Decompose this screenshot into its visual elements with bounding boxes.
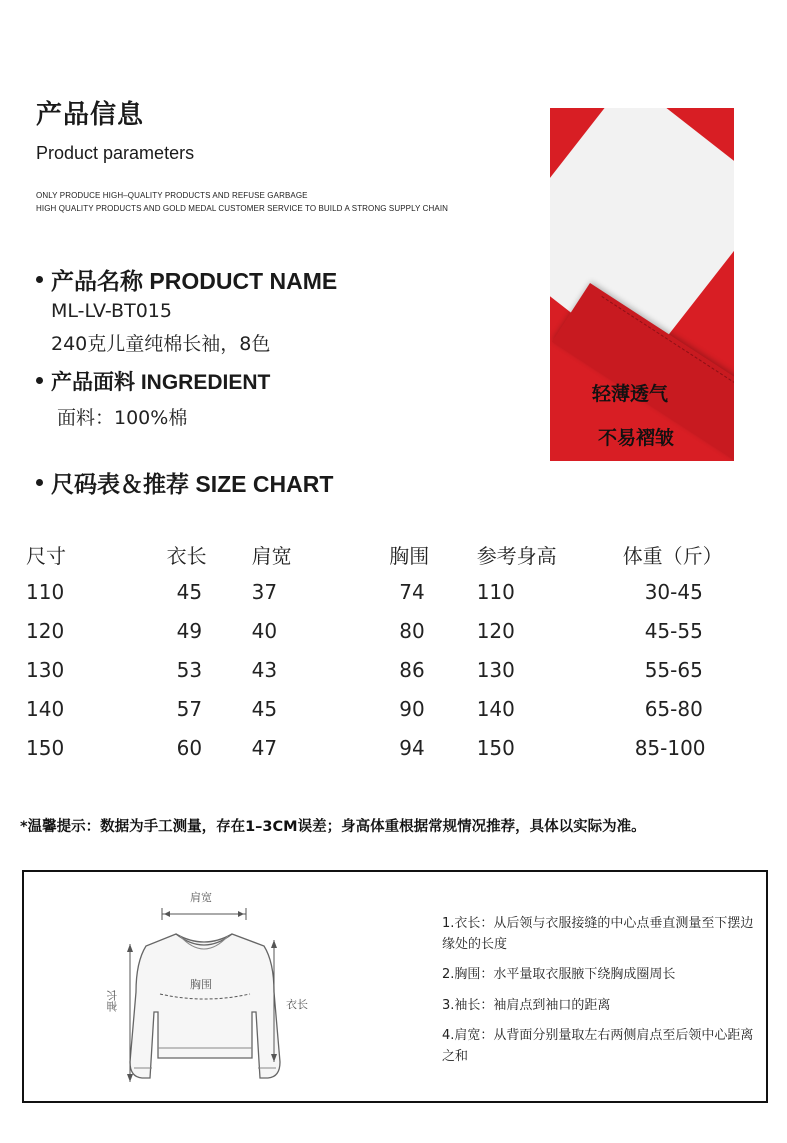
table-cell: 80 (399, 618, 425, 643)
page-title: 产品信息 (36, 100, 145, 130)
table-cell: 150 (476, 735, 515, 760)
length-label: 衣长 (286, 998, 308, 1011)
table-cell: 140 (26, 696, 65, 721)
table-cell: 110 (26, 579, 65, 604)
table-cell: 120 (26, 618, 65, 643)
table-cell: 130 (476, 657, 515, 682)
size-chart-heading (36, 466, 333, 499)
product-name-heading-text: 产品名称 PRODUCT NAME (51, 268, 338, 294)
table-cell: 94 (399, 735, 425, 760)
sweater-illustration (24, 872, 354, 1101)
product-photo (550, 108, 734, 461)
bullet-icon (36, 479, 43, 486)
table-cell: 45 (176, 579, 203, 604)
table-cell: 85-100 (634, 735, 706, 760)
table-cell: 86 (399, 657, 425, 682)
table-row (26, 611, 776, 650)
table-row (26, 728, 776, 767)
table-cell: 45-55 (644, 618, 703, 643)
table-cell: 30-45 (644, 579, 703, 604)
measurement-tip: *温馨提示：数据为手工测量，存在1–3CM误差；身高体重根据常规情况推荐，具体以实际为准。 (20, 819, 646, 835)
ingredient-value: 面料：100%棉 (57, 407, 188, 429)
col-size: 尺寸 (26, 543, 66, 568)
bullet-icon (36, 377, 43, 384)
product-description: 240克儿童纯棉长袖，8色 (51, 333, 271, 355)
table-cell: 40 (251, 618, 278, 643)
table-cell: 57 (176, 696, 203, 721)
note-length: 1.衣长：从后领与衣服接缝的中心点垂直测量至下摆边缘处的长度 (442, 916, 754, 952)
table-cell: 49 (176, 618, 203, 643)
page-subtitle: Product parameters (36, 143, 195, 163)
product-name-heading (36, 263, 337, 296)
table-row (26, 650, 776, 689)
table-cell: 37 (251, 579, 278, 604)
col-length: 衣长 (166, 543, 207, 568)
note-shoulder: 4.肩宽：从背面分别量取左右两侧肩点至后领中心距离之和 (442, 1028, 754, 1064)
col-weight: 体重（斤） (622, 543, 723, 568)
ingredient-heading-text: 产品面料 INGREDIENT (51, 371, 271, 394)
photo-caption-1: 轻薄透气 (592, 383, 669, 405)
table-cell: 53 (176, 657, 203, 682)
slogan-line-2: HIGH QUALITY PRODUCTS AND GOLD MEDAL CUSTOMER SERVICE TO BUILD A STRONG SUPPLY CHAIN (36, 204, 449, 213)
table-header-row (26, 536, 776, 572)
table-cell: 120 (476, 618, 515, 643)
shoulder-label: 肩宽 (190, 891, 212, 904)
size-table (26, 536, 776, 767)
bullet-icon (36, 276, 43, 283)
sweater-outline (130, 934, 280, 1078)
table-cell: 60 (176, 735, 203, 760)
table-cell: 45 (251, 696, 278, 721)
table-cell: 110 (476, 579, 515, 604)
table-cell: 74 (399, 579, 425, 604)
table-cell: 47 (251, 735, 278, 760)
table-row (26, 689, 776, 728)
table-cell: 140 (476, 696, 515, 721)
table-cell: 150 (26, 735, 65, 760)
col-shoulder: 肩宽 (251, 543, 292, 568)
table-cell: 43 (251, 657, 278, 682)
note-chest: 2.胸围：水平量取衣服腋下绕胸成圈周长 (442, 967, 676, 982)
table-cell: 55-65 (644, 657, 703, 682)
product-code: ML-LV-BT015 (51, 300, 172, 322)
table-cell: 90 (399, 696, 425, 721)
col-height: 参考身高 (476, 543, 557, 568)
table-row (26, 572, 776, 611)
measurement-diagram (22, 870, 768, 1103)
sleeve-label: 袖长 (106, 990, 119, 1012)
table-cell: 65-80 (644, 696, 703, 721)
col-chest: 胸围 (389, 543, 430, 568)
slogan-line-1: ONLY PRODUCE HIGH–QUALITY PRODUCTS AND REFUSE GARBAGE (36, 191, 308, 200)
note-sleeve: 3.袖长：袖肩点到袖口的距离 (442, 998, 611, 1013)
table-cell: 130 (26, 657, 65, 682)
size-chart-heading-text: 尺码表＆推荐 SIZE CHART (51, 471, 334, 497)
photo-caption-2: 不易褶皱 (598, 427, 675, 449)
chest-label: 胸围 (190, 978, 212, 991)
ingredient-heading (36, 366, 270, 396)
